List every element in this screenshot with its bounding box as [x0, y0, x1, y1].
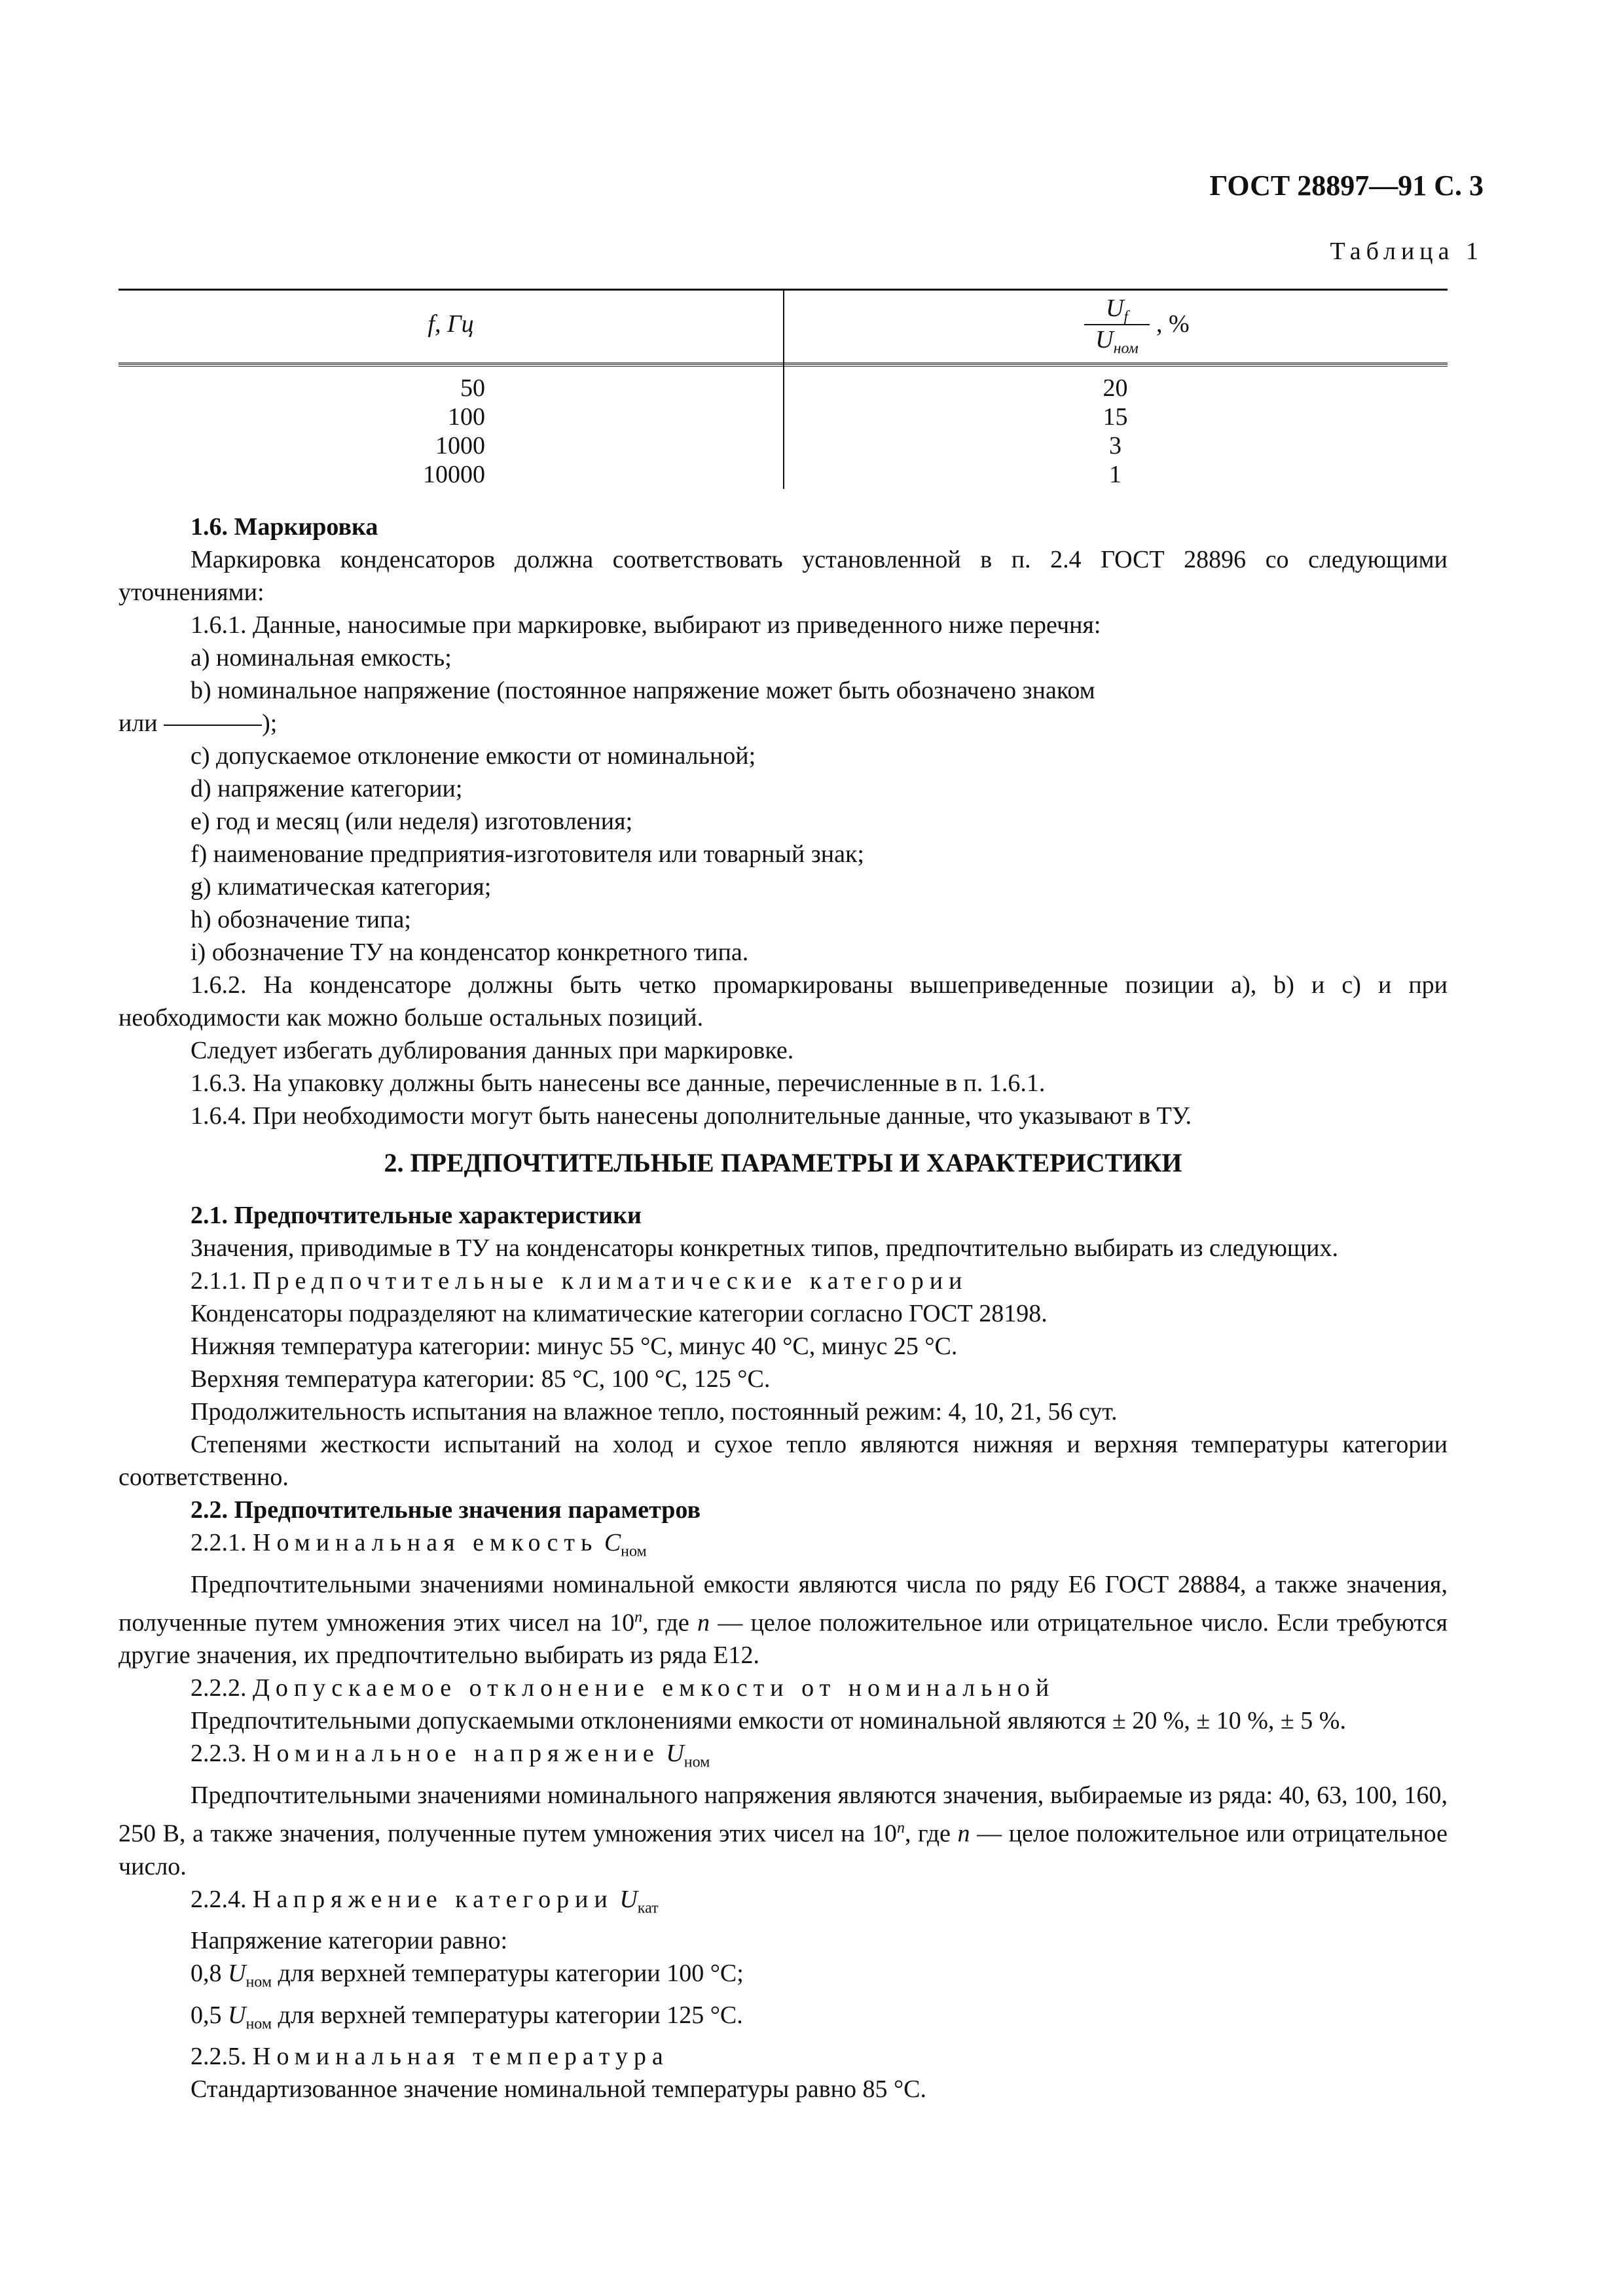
document-body — [119, 511, 1448, 2106]
paragraph: 1.6.2. На конденсаторе должны быть четко промаркированы вышеприведенные позиции a), b) и c) и при необходимости как можно больше остальных позиций. — [119, 971, 1448, 1031]
section-2-1-title: 2.1. Предпочтительные характеристики — [191, 1202, 642, 1229]
dc-symbol-line — [164, 725, 262, 726]
section-2-2-title: 2.2. Предпочтительные значения параметров — [191, 1496, 701, 1524]
paragraph: Степенями жесткости испытаний на холод и сухое тепло являются нижняя и верхняя температуры категории соответственно. — [119, 1431, 1448, 1491]
paragraph: Предпочтительными значениями номинальной емкости являются числа по ряду Е6 ГОСТ 28884, а также значения, полученные путем умножения этих чисел на 10$^n$, где n — целое положительное или отрицательное число. Если требуются другие значения, их предпочтительно выбирать из ряда Е12. — [119, 1570, 1448, 1670]
frequency-column — [119, 374, 485, 489]
table-cell-f: 50 — [460, 374, 485, 402]
table-cell-f: 10000 — [423, 461, 485, 488]
table-header-ratio: $U_f$ $U_{ном}$ , % — [783, 294, 1448, 359]
document-header: ГОСТ 28897—91 С. 3 — [1209, 170, 1484, 202]
table-header-frequency: f, Гц — [428, 310, 474, 338]
paragraph: Маркировка конденсаторов должна соответствовать установленной в п. 2.4 ГОСТ 28896 со следующими уточнениями: — [119, 546, 1448, 606]
subsection-2-1-1-title: 2.1.1. Предпочтительные климатические категории — [191, 1267, 968, 1295]
paragraph: 0,8 $U_{ном}$ для верхней температуры категории 100 °С; — [191, 1960, 744, 1991]
subsection-2-2-4-title: 2.2.4. Напряжение категории $U_{кат}$ — [191, 1885, 659, 1917]
table-cell-ratio: 15 — [1103, 403, 1128, 431]
paragraph: Предпочтительными значениями номинального напряжения являются значения, выбираемые из ряда: 40, 63, 100, 160, 250 В, а также значения, полученные путем умножения этих чисел на 10$^n$, где n — целое положительное или отрицательное число. — [119, 1781, 1448, 1880]
paragraph: 1.6.1. Данные, наносимые при маркировке, выбирают из приведенного ниже перечня: — [191, 611, 1101, 639]
list-item: d) напряжение категории; — [191, 775, 463, 802]
table-cell-ratio: 3 — [1109, 432, 1122, 459]
table-1 — [119, 289, 1448, 489]
paragraph: Предпочтительными допускаемыми отклонениями емкости от номинальной являются ± 20 %, ± 10 %, ± 5 %. — [191, 1707, 1346, 1735]
paragraph: Напряжение категории равно: — [191, 1927, 508, 1955]
list-item: a) номинальная емкость; — [191, 644, 452, 672]
section-1-6-title: 1.6. Маркировка — [191, 513, 378, 541]
paragraph: Следует избегать дублирования данных при маркировке. — [191, 1037, 794, 1064]
list-item: g) климатическая категория; — [191, 873, 492, 901]
ratio-column — [783, 374, 1448, 489]
paragraph: Продолжительность испытания на влажное тепло, постоянный режим: 4, 10, 21, 56 сут. — [191, 1398, 1118, 1426]
list-item: e) год и месяц (или неделя) изготовления; — [191, 808, 633, 835]
list-item: f) наименование предприятия-изготовителя или товарный знак; — [191, 840, 864, 868]
ratio-fraction: $U_f$ $U_{ном}$ — [1084, 294, 1150, 358]
subsection-2-2-5-title: 2.2.5. Номинальная температура — [191, 2043, 669, 2071]
paragraph: 0,5 $U_{ном}$ для верхней температуры категории 125 °С. — [191, 2001, 743, 2033]
paragraph: Конденсаторы подразделяют на климатические категории согласно ГОСТ 28198. — [191, 1300, 1048, 1327]
table-cell-f: 1000 — [435, 432, 485, 459]
section-2-title: 2. ПРЕДПОЧТИТЕЛЬНЫЕ ПАРАМЕТРЫ И ХАРАКТЕРИСТИКИ — [384, 1148, 1182, 1177]
list-item-b-continuation: или ); — [119, 709, 278, 737]
list-item-b: b) номинальное напряжение (постоянное напряжение может быть обозначено знаком — [191, 677, 1095, 704]
paragraph: Верхняя температура категории: 85 °С, 100 °С, 125 °С. — [191, 1365, 771, 1393]
paragraph: 1.6.3. На упаковку должны быть нанесены все данные, перечисленные в п. 1.6.1. — [191, 1069, 1046, 1097]
table-caption: Таблица 1 — [1330, 238, 1484, 265]
table-cell-ratio: 20 — [1103, 374, 1128, 402]
paragraph: Стандартизованное значение номинальной температуры равно 85 °С. — [191, 2075, 926, 2104]
subsection-2-2-2-title: 2.2.2. Допускаемое отклонение емкости от номинальной — [191, 1674, 1055, 1702]
table-cell-ratio: 1 — [1109, 461, 1122, 488]
paragraph: Значения, приводимые в ТУ на конденсаторы конкретных типов, предпочтительно выбирать из следующих. — [191, 1234, 1338, 1262]
list-item: c) допускаемое отклонение емкости от номинальной; — [191, 742, 756, 770]
subsection-2-2-1-title: 2.2.1. Номинальная емкость $C_{ном}$ — [191, 1529, 647, 1560]
paragraph: 1.6.4. При необходимости могут быть нанесены дополнительные данные, что указывают в ТУ. — [191, 1102, 1192, 1130]
list-item: h) обозначение типа; — [191, 906, 411, 933]
paragraph: Нижняя температура категории: минус 55 °С, минус 40 °С, минус 25 °С. — [191, 1333, 958, 1360]
subsection-2-2-3-title: 2.2.3. Номинальное напряжение $U_{ном}$ — [191, 1740, 710, 1771]
table-cell-f: 100 — [448, 403, 485, 431]
list-item: i) обозначение ТУ на конденсатор конкретного типа. — [191, 939, 749, 966]
